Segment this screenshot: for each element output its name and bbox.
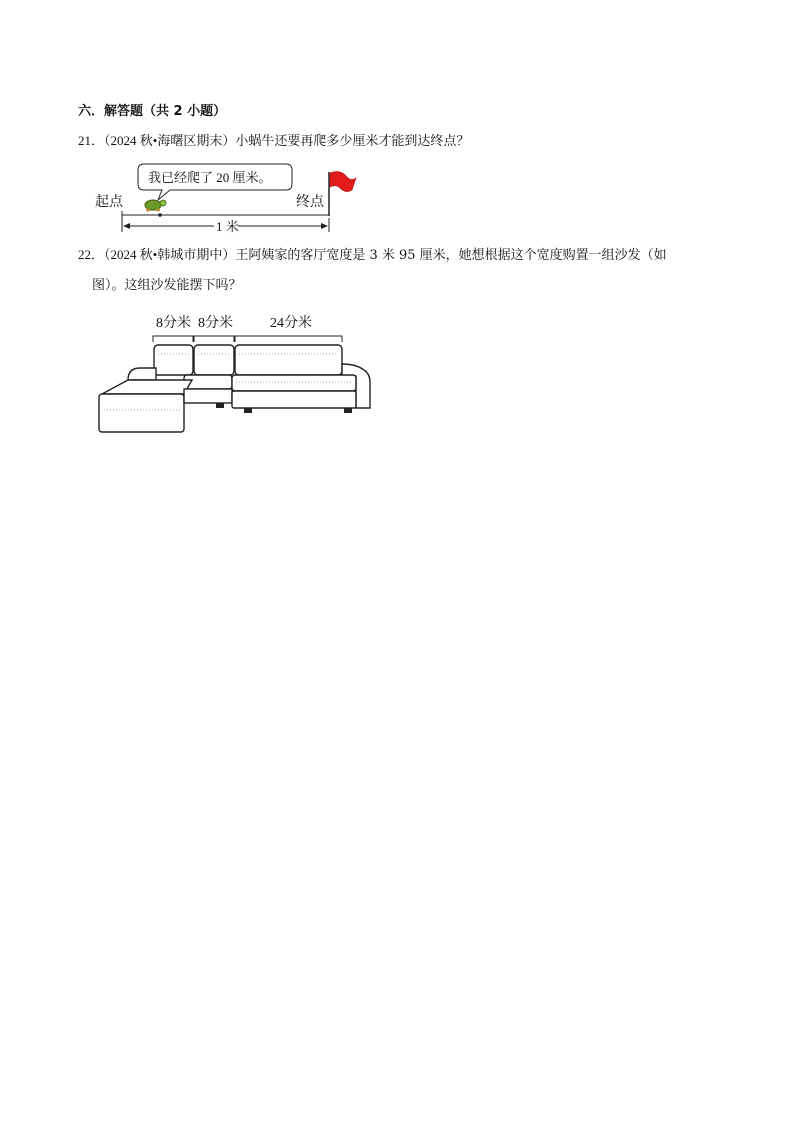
turtle-icon bbox=[145, 200, 166, 212]
start-label: 起点 bbox=[95, 195, 123, 210]
speech-text: 我已经爬了 20 厘米。 bbox=[148, 170, 272, 185]
question-text: 小蜗牛还要再爬多少厘米才能到达终点？ bbox=[235, 134, 470, 149]
question-source: （2024 秋•韩城市期中） bbox=[104, 247, 236, 262]
end-label: 终点 bbox=[296, 195, 324, 210]
dimension-braces bbox=[153, 336, 342, 342]
question-number: 22． bbox=[78, 247, 105, 262]
sofa-segment-label-3: 24分米 bbox=[270, 316, 312, 331]
question-21 bbox=[78, 131, 469, 152]
question-text-line1: 王阿姨家的客厅宽度是 3 米 95 厘米，她想根据这个宽度购置一组沙发（如 bbox=[235, 248, 667, 263]
question-22 bbox=[78, 245, 667, 266]
sofa-segment-label-2: 8分米 bbox=[198, 316, 233, 331]
flag-icon bbox=[329, 172, 356, 216]
question-number: 21． bbox=[78, 133, 105, 148]
question-text-line2: 图）。这组沙发能摆下吗？ bbox=[92, 278, 242, 293]
length-label: 1 米 bbox=[216, 219, 239, 234]
sofa-segment-label-1: 8分米 bbox=[156, 316, 191, 331]
section-title: 六．解答题（共 2 小题） bbox=[78, 104, 227, 119]
question-22-continued bbox=[92, 276, 242, 296]
question-source: （2024 秋•海曙区期末） bbox=[104, 133, 236, 148]
snail-distance-figure bbox=[90, 160, 370, 240]
sofa-icon bbox=[99, 345, 370, 432]
sofa-figure bbox=[94, 308, 378, 444]
snail-position-dot bbox=[158, 213, 162, 217]
